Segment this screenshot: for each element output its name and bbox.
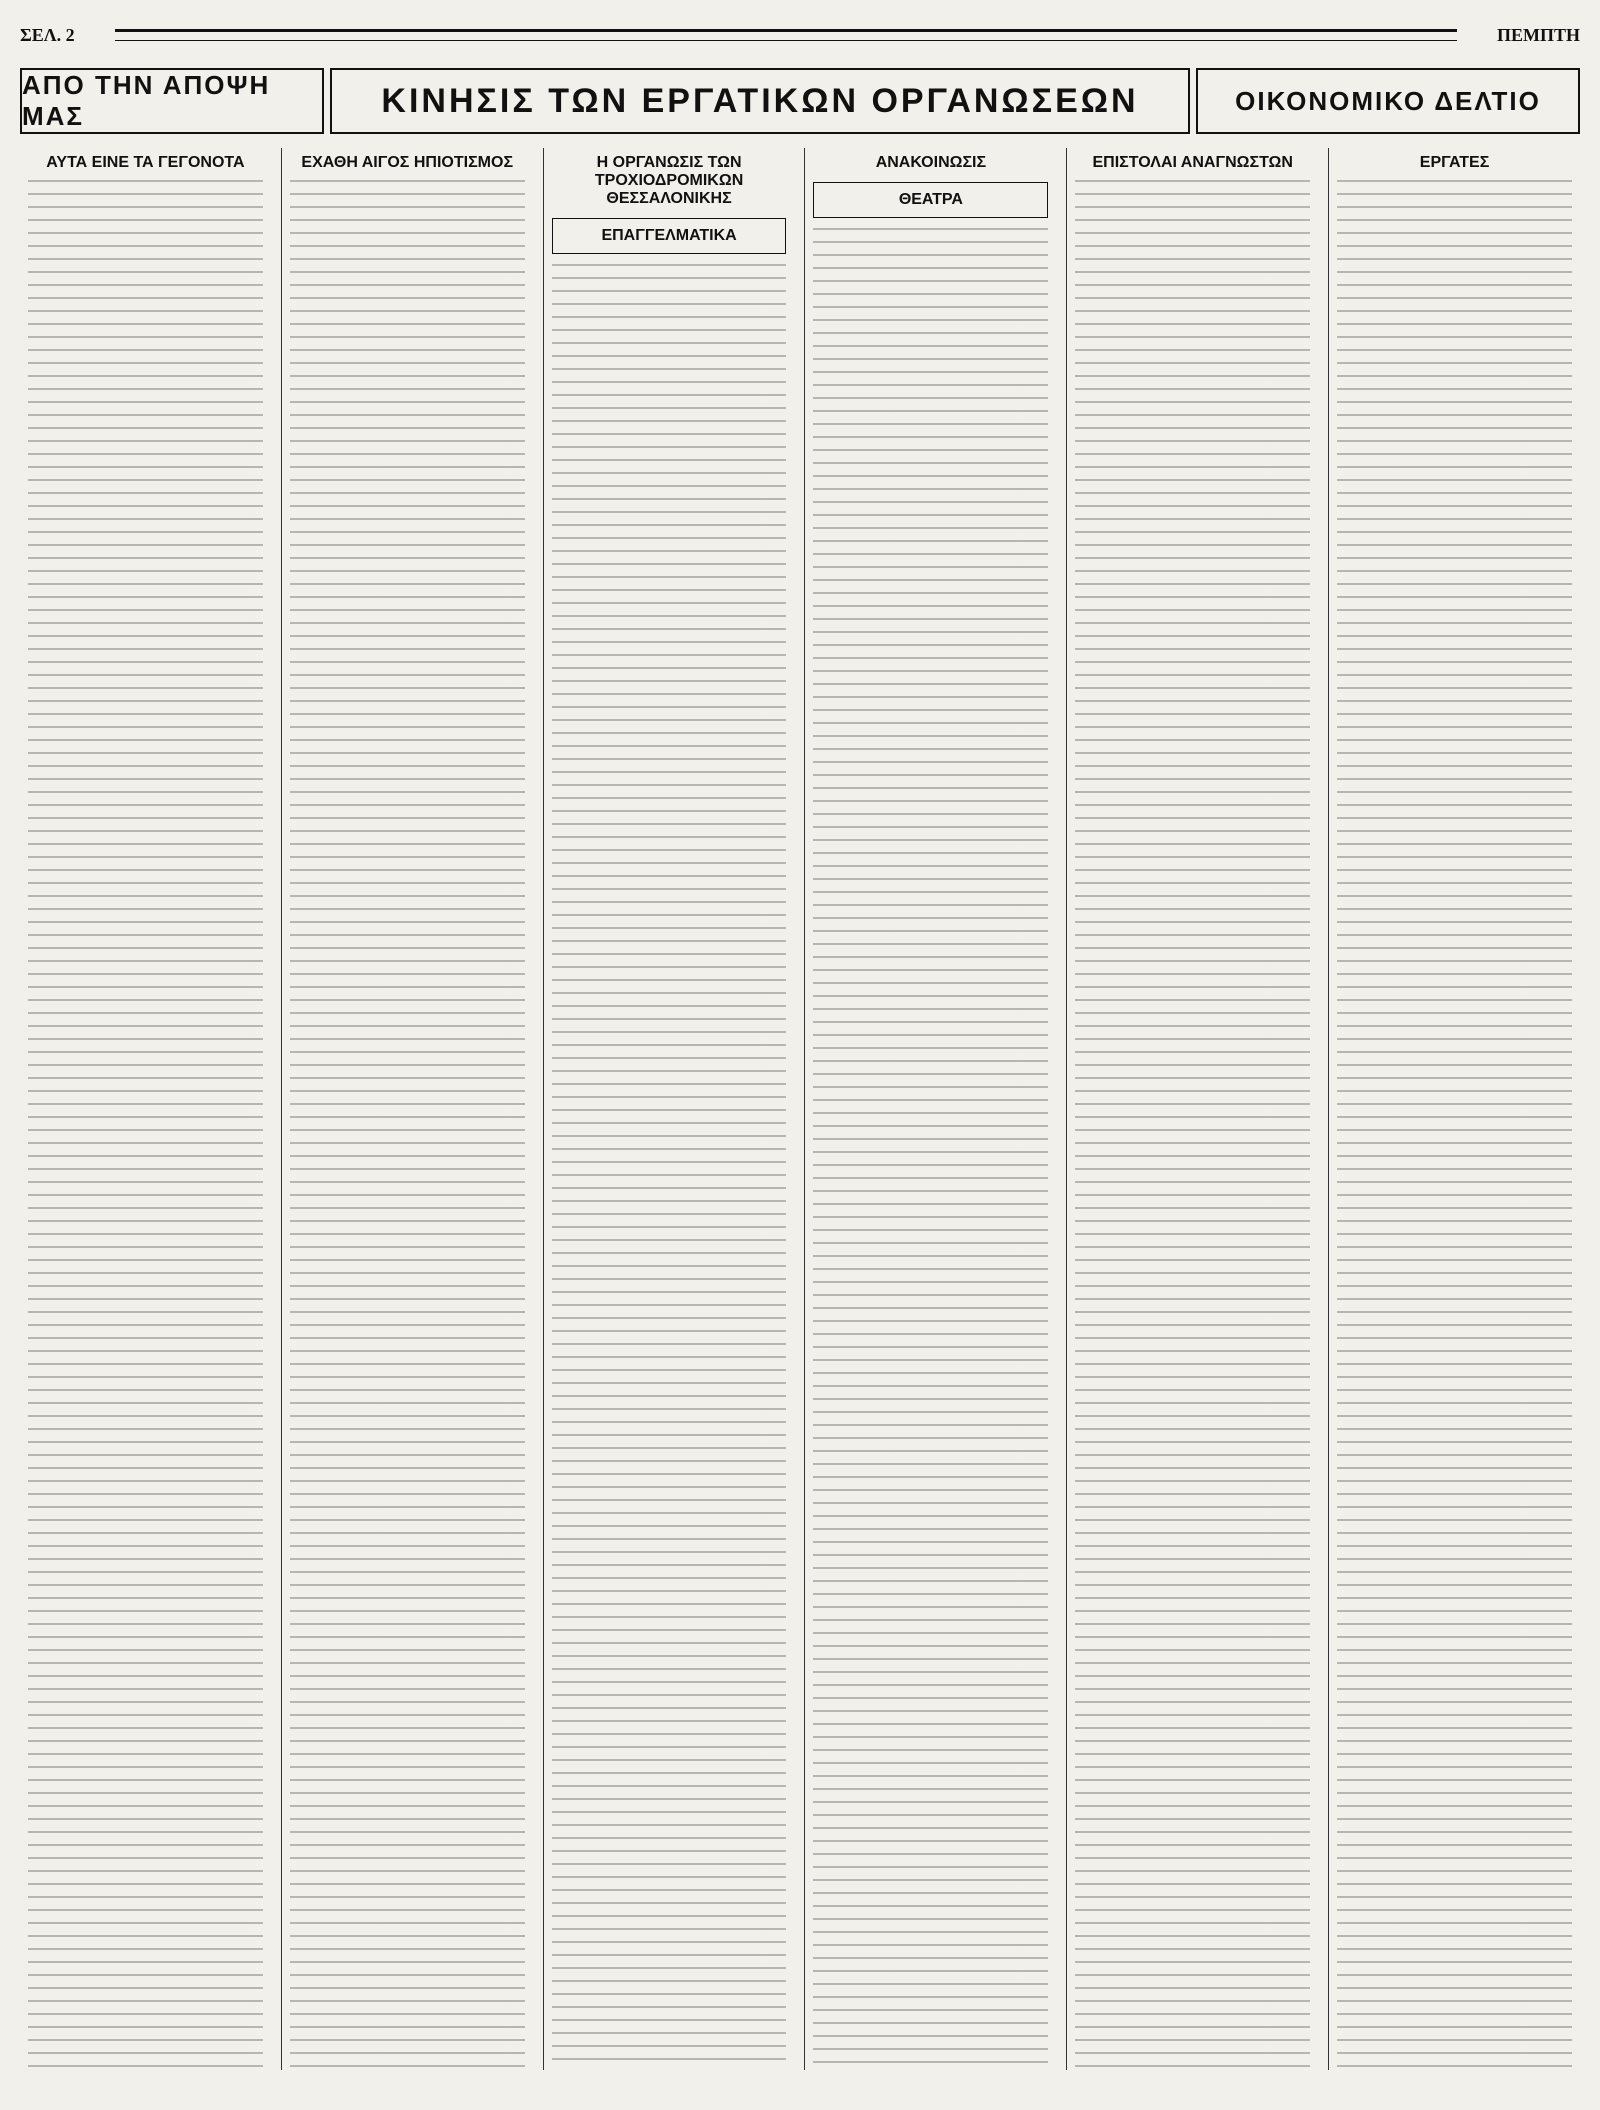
column-5: [1066, 148, 1318, 2070]
banner-center: ΚΙΝΗΣΙΣ ΤΩΝ ΕΡΓΑΤΙΚΩΝ ΟΡΓΑΝΩΣΕΩΝ: [330, 68, 1190, 134]
folio: [20, 20, 1580, 50]
column-4: [804, 148, 1056, 2070]
column-6: [1328, 148, 1580, 2070]
body-text-lines: [813, 228, 1048, 2070]
banner-left: ΑΠΟ ΤΗΝ ΑΠΟΨΗ ΜΑΣ: [20, 68, 324, 134]
column-6-heading: ΕΡΓΑΤΕΣ: [1419, 154, 1490, 171]
masthead-rule: [115, 29, 1457, 41]
banner-right: ΟΙΚΟΝΟΜΙΚΟ ΔΕΛΤΙΟ: [1196, 68, 1580, 134]
body-text-lines: [1075, 180, 1310, 2070]
subsection-box: ΕΠΑΓΓΕΛΜΑΤΙΚΑ: [552, 218, 787, 254]
body-text-lines: [1337, 180, 1572, 2070]
body-text-lines: [28, 180, 263, 2070]
column-2-heading: ΕΧΑΘΗ ΑΙΓΟΣ ΗΠΙΟΤΙΣΜΟΣ: [301, 154, 514, 171]
page-number: ΣΕΛ. 2: [20, 24, 75, 45]
column-4-heading: ΑΝΑΚΟΙΝΩΣΙΣ: [875, 154, 987, 171]
column-1: [20, 148, 271, 2070]
column-3-heading: Η ΟΡΓΑΝΩΣΙΣ ΤΩΝ ΤΡΟΧΙΟΔΡΟΜΙΚΩΝ ΘΕΣΣΑΛΟΝΙΚΗΣ: [594, 154, 744, 207]
date-line: ΠΕΜΠΤΗ: [1496, 24, 1580, 45]
column-1-heading: ΑΥΤΑ ΕΙΝΕ ΤΑ ΓΕΓΟΝΟΤΑ: [46, 154, 245, 171]
columns: [20, 148, 1580, 2070]
body-text-lines: [552, 264, 787, 2070]
body-text-lines: [290, 180, 525, 2070]
theatre-box: ΘΕΑΤΡΑ: [813, 182, 1048, 218]
section-banners: [20, 68, 1580, 134]
column-5-heading: ΕΠΙΣΤΟΛΑΙ ΑΝΑΓΝΩΣΤΩΝ: [1092, 154, 1293, 171]
column-3: [543, 148, 795, 2070]
column-2: [281, 148, 533, 2070]
newspaper-page: [20, 20, 1580, 2070]
